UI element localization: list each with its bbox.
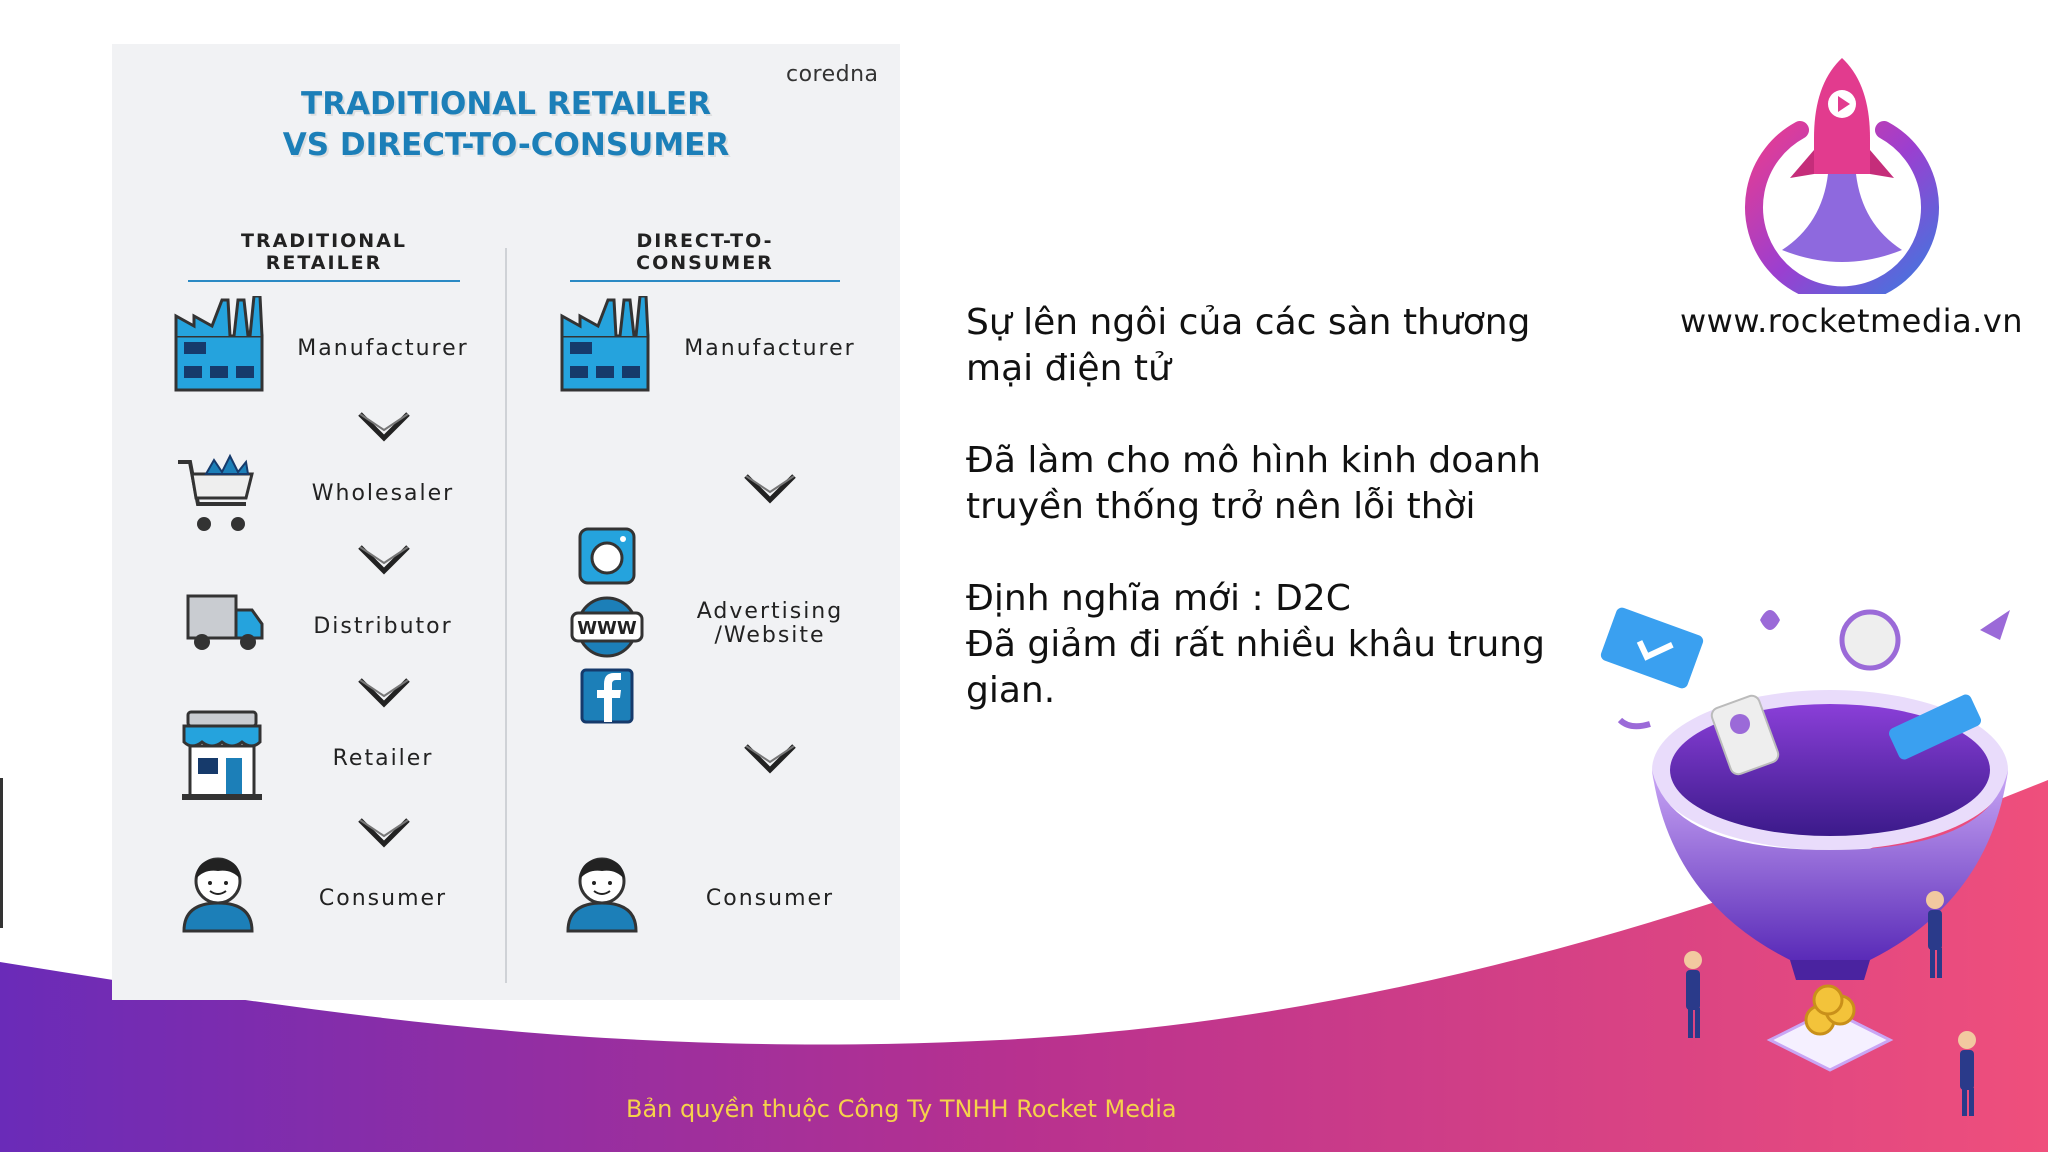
factory-icon (174, 296, 264, 392)
person-figure (1684, 951, 1702, 1038)
paragraph-traditional-outdated (966, 438, 1566, 530)
website-url: www.rocketmedia.vn (1680, 302, 2024, 340)
globe-icon (570, 596, 644, 658)
person-icon (180, 855, 256, 933)
person-figure (1958, 1031, 1976, 1116)
chevron-down-icon (744, 742, 796, 778)
title-line-1: TRADITIONAL RETAILER (301, 86, 711, 122)
para3-line1: Định nghĩa mới : D2C (966, 578, 1351, 619)
cart-icon (176, 452, 258, 534)
factory-icon (560, 296, 650, 392)
right-step-advertising (670, 600, 870, 648)
title-line-2: VS DIRECT-TO-CONSUMER (282, 127, 730, 163)
chevron-down-icon (358, 543, 410, 579)
rocket-media-logo (1742, 54, 1942, 294)
person-figure (1926, 891, 1944, 978)
left-edge-mark (0, 778, 3, 928)
advertising-label: Advertising (696, 599, 844, 624)
left-step-retailer: Retailer (332, 746, 434, 771)
chevron-down-icon (358, 410, 410, 446)
paragraph-d2c-definition (966, 576, 1566, 714)
right-column-header: DIRECT-TO-CONSUMER (570, 230, 840, 282)
person-icon (564, 855, 640, 933)
column-divider (505, 248, 507, 983)
copyright-footer: Bản quyền thuộc Công Ty TNHH Rocket Media (626, 1095, 1177, 1123)
para3-line3: gian. (966, 670, 1056, 711)
para2-line1: Đã làm cho mô hình kinh doanh (966, 440, 1541, 481)
chevron-down-icon (358, 676, 410, 712)
coredna-logo: coredna (786, 62, 879, 87)
para3-line2: Đã giảm đi rất nhiều khâu trung (966, 624, 1545, 665)
para2-line2: truyền thống trở nên lỗi thời (966, 486, 1476, 527)
left-step-consumer: Consumer (318, 886, 448, 911)
website-label: /Website (714, 623, 826, 648)
chevron-down-icon (358, 816, 410, 852)
para1-line1: Sự lên ngôi của các sàn thương (966, 302, 1531, 343)
right-step-consumer: Consumer (705, 886, 835, 911)
truck-icon (186, 594, 264, 652)
left-step-distributor: Distributor (313, 614, 453, 639)
facebook-icon (580, 668, 634, 724)
para1-line2: mại điện tử (966, 348, 1171, 389)
left-step-manufacturer: Manufacturer (297, 336, 469, 361)
www-text: WWW (577, 618, 637, 639)
left-column-header: TRADITIONAL RETAILER (188, 230, 460, 282)
instagram-icon (578, 527, 636, 585)
right-step-manufacturer: Manufacturer (684, 336, 856, 361)
funnel-illustration (1590, 600, 2048, 1120)
infographic-title (112, 84, 900, 166)
chevron-down-icon (744, 472, 796, 508)
store-icon (180, 710, 264, 802)
left-step-wholesaler: Wholesaler (311, 481, 455, 506)
paragraph-ecommerce-rise (966, 300, 1566, 392)
